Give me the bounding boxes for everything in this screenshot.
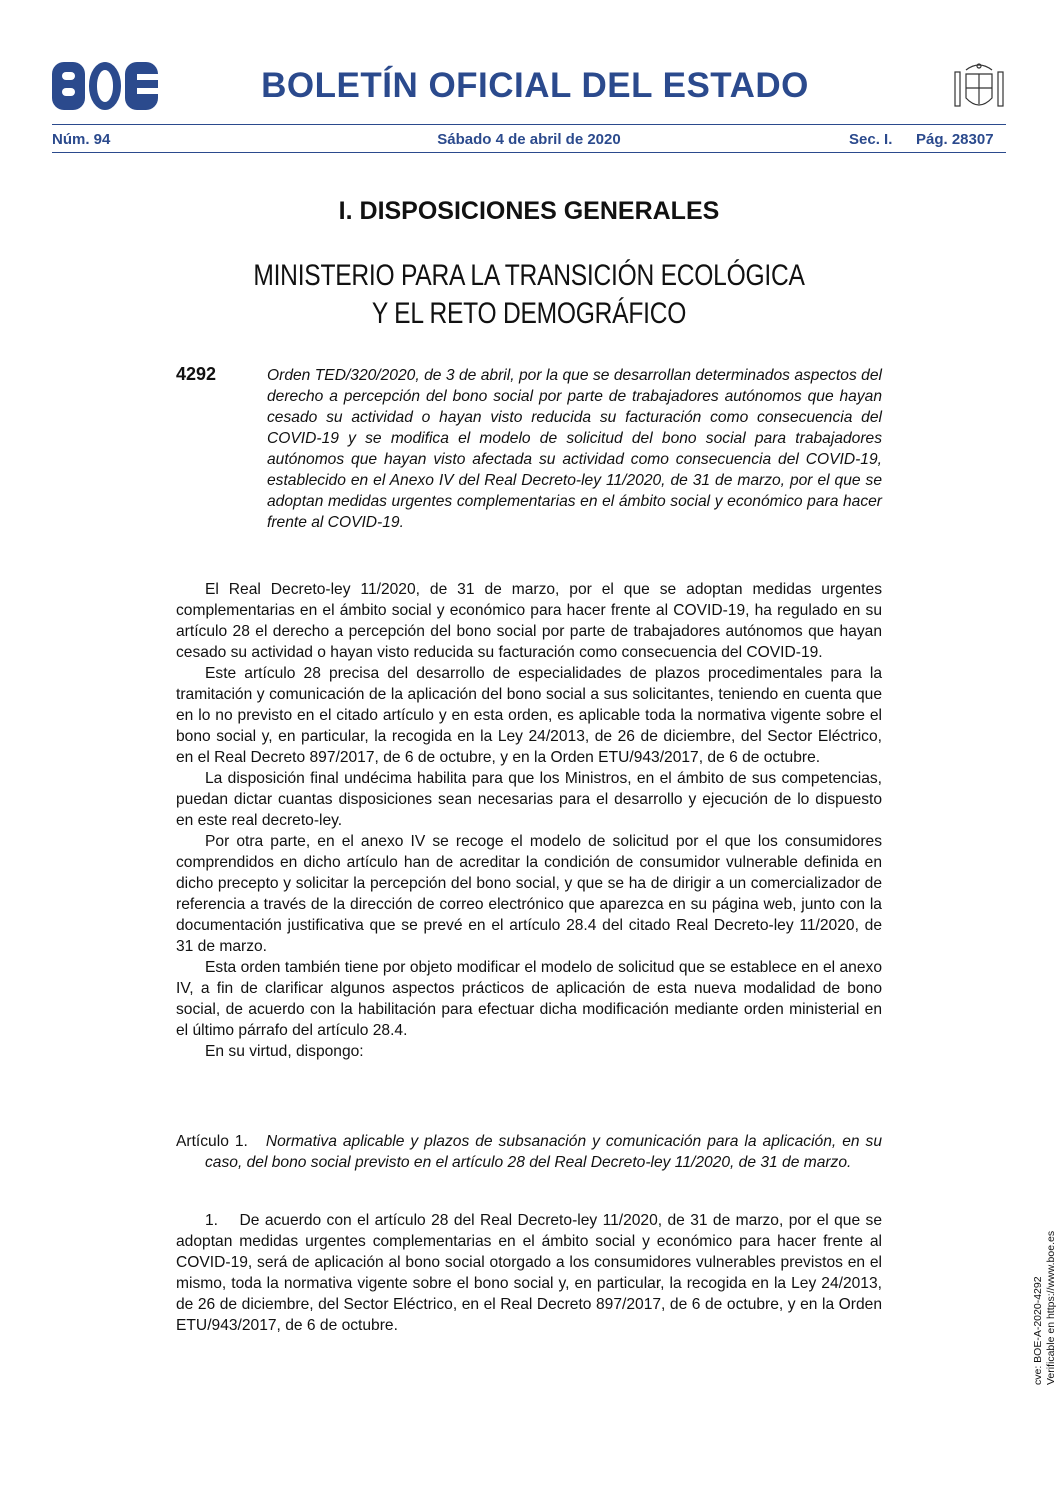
paragraph: En su virtud, dispongo: — [205, 1043, 364, 1060]
ministry-line-1: MINISTERIO PARA LA TRANSICIÓN ECOLÓGICA — [253, 259, 805, 292]
masthead-title: BOLETÍN OFICIAL DEL ESTADO — [261, 66, 809, 105]
section-title: I. DISPOSICIONES GENERALES — [338, 197, 720, 225]
cve-text: cve: BOE-A-2020-4292 — [1032, 1276, 1044, 1385]
ministry-heading — [95, 257, 963, 333]
article-heading — [176, 1131, 882, 1173]
order-number: 4292 — [176, 364, 217, 384]
boe-logo-letter-e — [125, 62, 158, 110]
article-paragraph: 1. De acuerdo con el artículo 28 del Real Decreto-ley 11/2020, de 31 de marzo, por el que se adoptan medidas urgentes complementarias en el ámbito social y económico para hacer frente al COVID-19, será de aplicación al bono social otorgado a los consumidores vulnerables previstos en el mismo, toda la normativa vigente sobre el bono social y, en particular, la recogida en la Ley 24/2013, de 26 de diciembre, del Sector Eléctrico, en el Real Decreto 897/2017, de 6 de octubre, y en la Orden ETU/943/2017, de 6 de octubre. — [176, 1212, 887, 1334]
header-rule-bottom — [52, 152, 1006, 153]
paragraph: La disposición final undécima habilita para que los Ministros, en el ámbito de sus competencias, puedan dictar cuantas disposiciones sean necesarias para el desarrollo y ejecución de lo dispuesto en este real decreto-ley. — [176, 770, 882, 829]
article-title: Normativa aplicable y plazos de subsanación y comunicación para la aplicación, en su caso, del bono social previsto en el artículo 28 del Real Decreto-ley 11/2020, de 31 de marzo. — [205, 1133, 882, 1171]
ministry-line-2: Y EL RETO DEMOGRÁFICO — [371, 297, 687, 330]
coat-of-arms-icon — [952, 58, 1006, 116]
paragraph: Esta orden también tiene por objeto modificar el modelo de solicitud que se establece en el anexo IV, a fin de clarificar algunos aspectos prácticos de aplicación de esta nueva modalidad de bono social, de acuerdo con la habilitación para efectuar dicha modificación mediante orden ministerial en el último párrafo del artículo 28.4. — [176, 959, 882, 1039]
order-title: Orden TED/320/2020, de 3 de abril, por la que se desarrollan determinados aspectos del derecho a percepción del bono social por parte de trabajadores autónomos que hayan cesado su actividad o hayan visto reducida su facturación como consecuencia del COVID-19 y se modifica el modelo de solicitud del bono social para trabajadores autónomos que hayan visto afectada su actividad como consecuencia del COVID-19, establecido en el Anexo IV del Real Decreto-ley 11/2020, de 31 de marzo, por el que se adoptan medidas urgentes complementarias en el ámbito social y económico para hacer frente al COVID-19. — [267, 367, 882, 531]
preamble — [176, 579, 882, 1062]
boe-logo-letter-b — [52, 62, 85, 110]
page-number: Pág. 28307 — [916, 131, 994, 148]
verify-link[interactable]: Verificable en https://www.boe.es — [1045, 1230, 1057, 1385]
boe-logo-letter-o — [89, 62, 122, 110]
issue-number: Núm. 94 — [52, 131, 111, 148]
article-body — [176, 1210, 887, 1336]
boe-logo — [52, 62, 158, 110]
paragraph: El Real Decreto-ley 11/2020, de 31 de marzo, por el que se adoptan medidas urgentes complementarias en el ámbito social y económico para hacer frente al COVID-19, ha regulado en su artículo 28 el derecho a percepción del bono social por parte de trabajadores autónomos que hayan cesado su actividad o hayan visto reducida su facturación como consecuencia del COVID-19. — [176, 581, 882, 661]
article-label: Artículo 1. — [176, 1133, 248, 1150]
paragraph: Este artículo 28 precisa del desarrollo de especialidades de plazos procedimentales para la tramitación y comunicación de la aplicación del bono social a sus solicitantes, teniendo en cuenta que en lo no previsto en el citado artículo y en esta orden, es aplicable toda la normativa vigente sobre el bono social y, en particular, la recogida en la Ley 24/2013, de 26 de diciembre, del Sector Eléctrico, en el Real Decreto 897/2017, de 6 de octubre, y en la Orden ETU/943/2017, de 6 de octubre. — [176, 665, 882, 766]
issue-date: Sábado 4 de abril de 2020 — [437, 131, 621, 148]
verification-note — [1032, 1231, 1058, 1385]
section-label: Sec. I. — [849, 131, 893, 148]
paragraph: Por otra parte, en el anexo IV se recoge el modelo de solicitud por el que los consumidores comprendidos en dicho artículo han de acreditar la condición de consumidor vulnerable definida en dicho precepto y solicitar la percepción del bono social, y que se ha de dirigir a un comercializador de referencia a través de la dirección de correo electrónico que aparezca en su página web, junto con la documentación justificativa que se prevé en el artículo 28.4 del citado Real Decreto-ley 11/2020, de 31 de marzo. — [176, 833, 882, 955]
header-rule-top — [52, 124, 1006, 125]
